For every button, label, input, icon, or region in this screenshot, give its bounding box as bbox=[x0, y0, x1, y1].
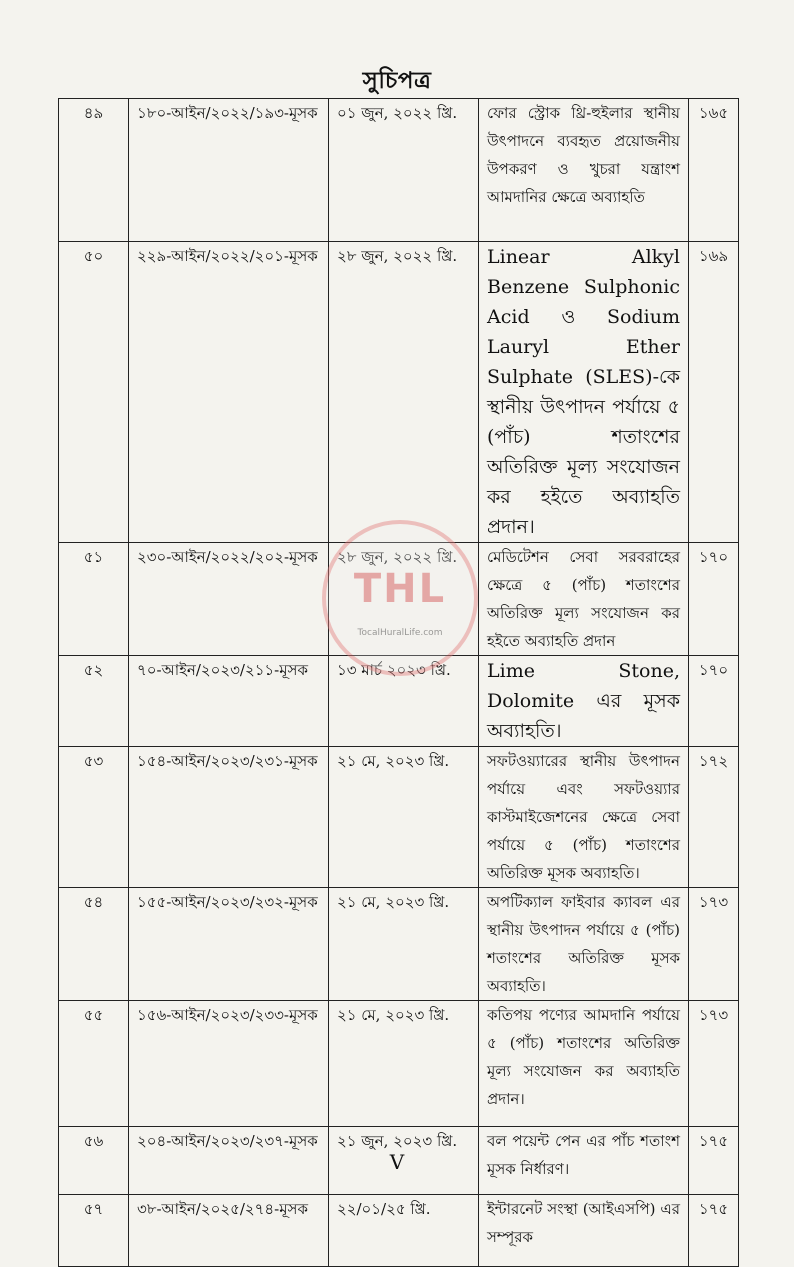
subject-cell: Linear Alkyl Benzene Sulphonic Acid ও Sodium Lauryl Ether Sulphate (SLES)-কে স্থানীয় উৎপাদন পর্যায়ে ৫ (পাঁচ) শতাংশের অতিরিক্ত মূল্য সংযোজন কর হইতে অব্যাহতি প্রদান। bbox=[479, 242, 689, 543]
serial-cell: ৪৯ bbox=[59, 99, 129, 242]
subject-cell: কতিপয় পণ্যের আমদানি পর্যায়ে ৫ (পাঁচ) শতাংশের অতিরিক্ত মূল্য সংযোজন কর অব্যাহতি প্রদান। bbox=[479, 1001, 689, 1127]
subject-cell: অপটিক্যাল ফাইবার ক্যাবল এর স্থানীয় উৎপাদন পর্যায়ে ৫ (পাঁচ) শতাংশের অতিরিক্ত মূসক অব্যাহতি। bbox=[479, 888, 689, 1001]
date-cell: ১৩ মার্চ ২০২৩ খ্রি. bbox=[329, 656, 479, 747]
page-cell: ১৭৩ bbox=[689, 888, 739, 1001]
page-cell: ১৭৩ bbox=[689, 1001, 739, 1127]
reference-cell: ১৮০-আইন/২০২২/১৯৩-মূসক bbox=[129, 99, 329, 242]
reference-cell: ২২৯-আইন/২০২২/২০১-মূসক bbox=[129, 242, 329, 543]
subject-cell: Lime Stone, Dolomite এর মূসক অব্যাহতি। bbox=[479, 656, 689, 747]
page-cell: ১৭২ bbox=[689, 747, 739, 888]
reference-cell: ১৫৪-আইন/২০২৩/২৩১-মূসক bbox=[129, 747, 329, 888]
page-cell: ১৭৫ bbox=[689, 1195, 739, 1267]
subject-cell: সফটওয়্যারের স্থানীয় উৎপাদন পর্যায়ে এবং সফটওয়্যার কাস্টমাইজেশনের ক্ষেত্রে সেবা পর্যায়ে ৫ (পাঁচ) শতাংশের অতিরিক্ত মূসক অব্যাহতি। bbox=[479, 747, 689, 888]
reference-cell: ১৫৫-আইন/২০২৩/২৩২-মূসক bbox=[129, 888, 329, 1001]
page-number: V bbox=[389, 1150, 405, 1174]
page-cell: ১৭৫ bbox=[689, 1127, 739, 1195]
table-row bbox=[59, 1195, 739, 1267]
page-cell: ১৬৯ bbox=[689, 242, 739, 543]
serial-cell: ৫৪ bbox=[59, 888, 129, 1001]
watermark-site: TocalHuralLife.com bbox=[357, 628, 443, 638]
serial-cell: ৫০ bbox=[59, 242, 129, 543]
serial-cell: ৫৫ bbox=[59, 1001, 129, 1127]
watermark-logo-letters: THL bbox=[353, 566, 447, 612]
date-cell: ২১ মে, ২০২৩ খ্রি. bbox=[329, 1001, 479, 1127]
serial-cell: ৫৩ bbox=[59, 747, 129, 888]
reference-cell: ৭০-আইন/২০২৩/২১১-মূসক bbox=[129, 656, 329, 747]
watermark-logo bbox=[322, 520, 478, 676]
subject-cell: বল পয়েন্ট পেন এর পাঁচ শতাংশ মূসক নির্ধারণ। bbox=[479, 1127, 689, 1195]
date-cell: ০১ জুন, ২০২২ খ্রি. bbox=[329, 99, 479, 242]
date-cell: ২৮ জুন, ২০২২ খ্রি. bbox=[329, 543, 479, 656]
serial-cell: ৫৬ bbox=[59, 1127, 129, 1195]
subject-cell: ফোর স্ট্রোক থ্রি-হুইলার স্থানীয় উৎপাদনে ব্যবহৃত প্রয়োজনীয় উপকরণ ও খুচরা যন্ত্রাংশ আমদানির ক্ষেত্রে অব্যাহতি bbox=[479, 99, 689, 242]
reference-cell: ২০৪-আইন/২০২৩/২৩৭-মূসক bbox=[129, 1127, 329, 1195]
table-row bbox=[59, 99, 739, 242]
page-cell: ১৭০ bbox=[689, 656, 739, 747]
subject-cell: ইন্টারনেট সংস্থা (আইএসপি) এর সম্পূরক bbox=[479, 1195, 689, 1267]
subject-cell: মেডিটেশন সেবা সরবরাহের ক্ষেত্রে ৫ (পাঁচ) শতাংশের অতিরিক্ত মূল্য সংযোজন কর হইতে অব্যাহতি প্রদান bbox=[479, 543, 689, 656]
index-table bbox=[58, 98, 739, 1267]
date-cell: ২৮ জুন, ২০২২ খ্রি. bbox=[329, 242, 479, 543]
table-row bbox=[59, 242, 739, 543]
serial-cell: ৫৭ bbox=[59, 1195, 129, 1267]
date-cell: ২১ মে, ২০২৩ খ্রি. bbox=[329, 747, 479, 888]
reference-cell: ২৩০-আইন/২০২২/২০২-মূসক bbox=[129, 543, 329, 656]
table-row bbox=[59, 888, 739, 1001]
serial-cell: ৫১ bbox=[59, 543, 129, 656]
page-cell: ১৬৫ bbox=[689, 99, 739, 242]
page-cell: ১৭০ bbox=[689, 543, 739, 656]
date-cell: ২২/০১/২৫ খ্রি. bbox=[329, 1195, 479, 1267]
serial-cell: ৫২ bbox=[59, 656, 129, 747]
page-title: সুচিপত্র bbox=[362, 67, 432, 94]
date-cell: ২১ জুন, ২০২৩ খ্রি. bbox=[329, 1127, 479, 1195]
table-row bbox=[59, 747, 739, 888]
table-row bbox=[59, 1001, 739, 1127]
date-cell: ২১ মে, ২০২৩ খ্রি. bbox=[329, 888, 479, 1001]
reference-cell: ৩৮-আইন/২০২৫/২৭৪-মূসক bbox=[129, 1195, 329, 1267]
reference-cell: ১৫৬-আইন/২০২৩/২৩৩-মূসক bbox=[129, 1001, 329, 1127]
